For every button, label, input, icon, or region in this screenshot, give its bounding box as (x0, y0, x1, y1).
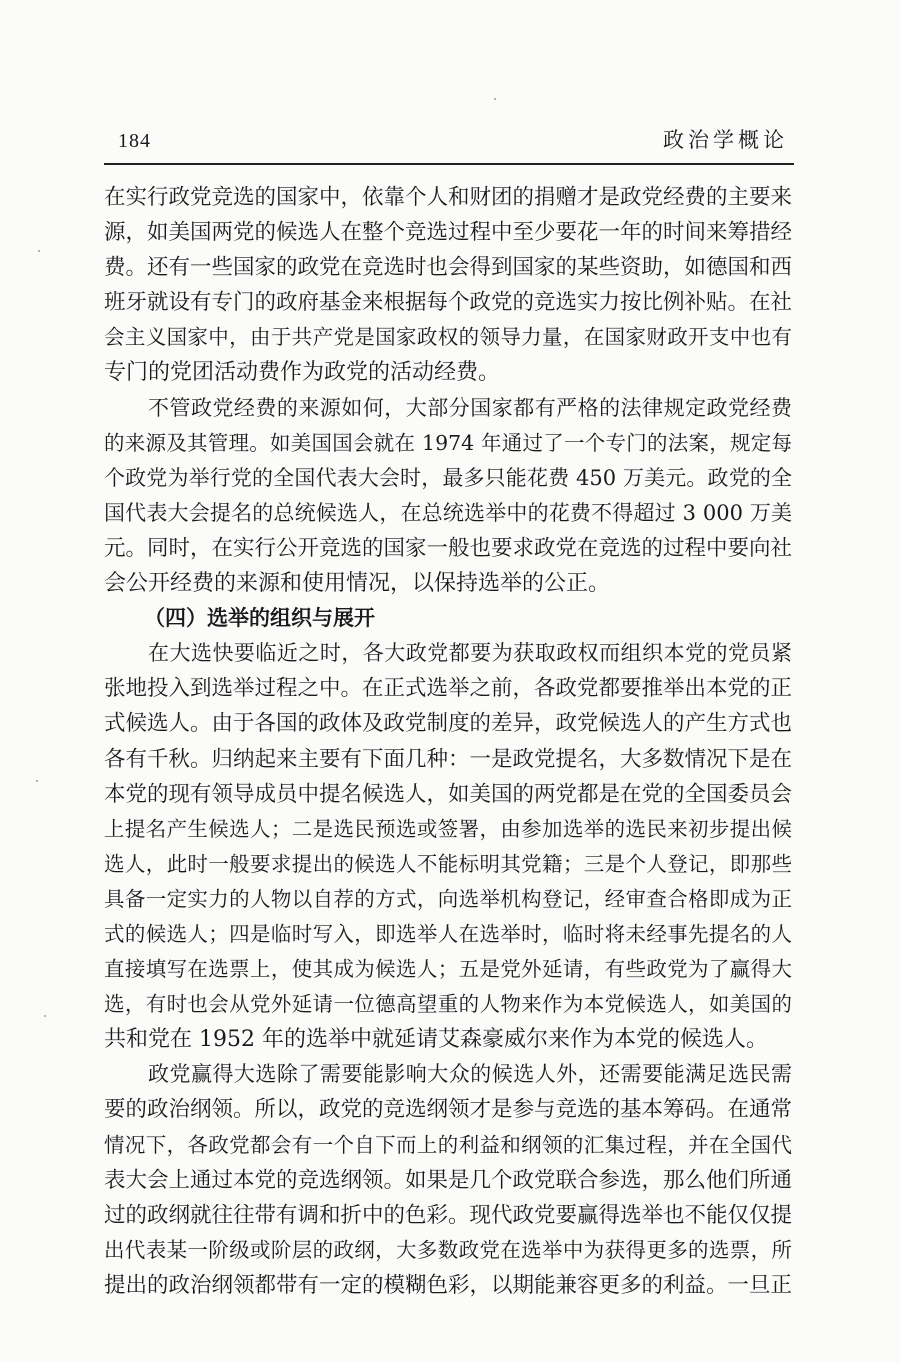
text-line: 班牙就设有专门的政府基金来根据每个政党的竞选实力按比例补贴。在社 (104, 290, 793, 316)
text-line: 直接填写在选票上，使其成为候选人；五是党外延请，有些政党为了赢得大 (104, 957, 792, 982)
text-line: 在实行政党竞选的国家中，依靠个人和财团的捐赠才是政党经费的主要来 (104, 185, 793, 210)
text-line: 源，如美国两党的候选人在整个竞选过程中至少要花一年的时间来筹措经 (104, 220, 793, 246)
text-line: 在大选快要临近之时，各大政党都要为获取政权而组织本党的党员紧 (148, 641, 792, 666)
text-line: 专门的党团活动费作为政党的活动经费。 (104, 360, 501, 386)
text-line: 上提名产生候选人；二是选民预选或签署，由参加选举的选民来初步提出候 (104, 816, 792, 841)
text-line: 表大会上通过本党的竞选纲领。如果是几个政党联合参选，那么他们所通 (104, 1167, 793, 1193)
text-line: 式的候选人；四是临时写入，即选举人在选举时，临时将未经事先提名的人 (104, 921, 792, 946)
text-line: 国代表大会提名的总统候选人，在总统选举中的花费不得超过 3 000 万美 (104, 500, 792, 525)
body-text (104, 180, 792, 1303)
text-line: 会主义国家中，由于共产党是国家政权的领导力量，在国家财政开支中也有 (104, 325, 792, 350)
text-line: 会公开经费的来源和使用情况，以保持选举的公正。 (104, 571, 611, 597)
text-line: 本党的现有领导成员中提名候选人，如美国的两党都是在党的全国委员会 (104, 781, 793, 807)
scan-speck (44, 1015, 46, 1017)
page-number: 184 (118, 130, 151, 152)
scan-speck (36, 780, 38, 782)
text-line: 式候选人。由于各国的政体及政党制度的差异，政党候选人的产生方式也 (104, 711, 793, 737)
header-rule (104, 163, 794, 165)
text-line: 各有千秋。归纳起来主要有下面几种：一是政党提名，大多数情况下是在 (104, 746, 793, 772)
text-line: 共和党在 1952 年的选举中就延请艾森豪威尔来作为本党的候选人。 (104, 1027, 768, 1053)
running-title: 政治学概论 (663, 128, 788, 152)
text-line: 元。同时，在实行公开竞选的国家一般也要求政党在竞选的过程中要向社 (104, 535, 793, 561)
scan-speck (38, 250, 40, 252)
text-line: 过的政纲就往往带有调和折中的色彩。现代政党要赢得选举也不能仅仅提 (104, 1202, 793, 1228)
text-line: 要的政治纲领。所以，政党的竞选纲领才是参与竞选的基本筹码。在通常 (104, 1097, 793, 1123)
scan-speck (494, 98, 496, 100)
page-header (104, 124, 792, 158)
text-line: 提出的政治纲领都带有一定的模糊色彩，以期能兼容更多的利益。一旦正 (104, 1272, 793, 1298)
section-heading: （四）选举的组织与展开 (144, 606, 375, 631)
paragraph (104, 391, 792, 602)
text-line: 出代表某一阶级或阶层的政纲，大多数政党在选举中为获得更多的选票，所 (104, 1237, 792, 1262)
paragraph (104, 180, 792, 391)
text-line: 不管政党经费的来源如何，大部分国家都有严格的法律规定政党经费 (148, 395, 792, 420)
text-line: 政党赢得大选除了需要能影响大众的候选人外，还需要能满足选民需 (148, 1062, 792, 1087)
paragraph (104, 636, 792, 1057)
text-line: 选人，此时一般要求提出的候选人不能标明其党籍；三是个人登记，即那些 (104, 851, 792, 876)
text-line: 具备一定实力的人物以自荐的方式，向选举机构登记，经审查合格即成为正 (104, 886, 792, 911)
text-line: 情况下，各政党都会有一个自下而上的利益和纲领的汇集过程，并在全国代 (104, 1132, 792, 1157)
text-line: 张地投入到选举过程之中。在正式选举之前，各政党都要推举出本党的正 (104, 676, 793, 702)
paragraph (104, 1057, 792, 1303)
text-line: 个政党为举行党的全国代表大会时，最多只能花费 450 万美元。政党的全 (104, 465, 792, 490)
text-line: 选，有时也会从党外延请一位德高望重的人物来作为本党候选人，如美国的 (104, 992, 792, 1017)
text-line: 费。还有一些国家的政党在竞选时也会得到国家的某些资助，如德国和西 (104, 255, 793, 281)
text-line: 的来源及其管理。如美国国会就在 1974 年通过了一个专门的法案，规定每 (104, 430, 792, 455)
